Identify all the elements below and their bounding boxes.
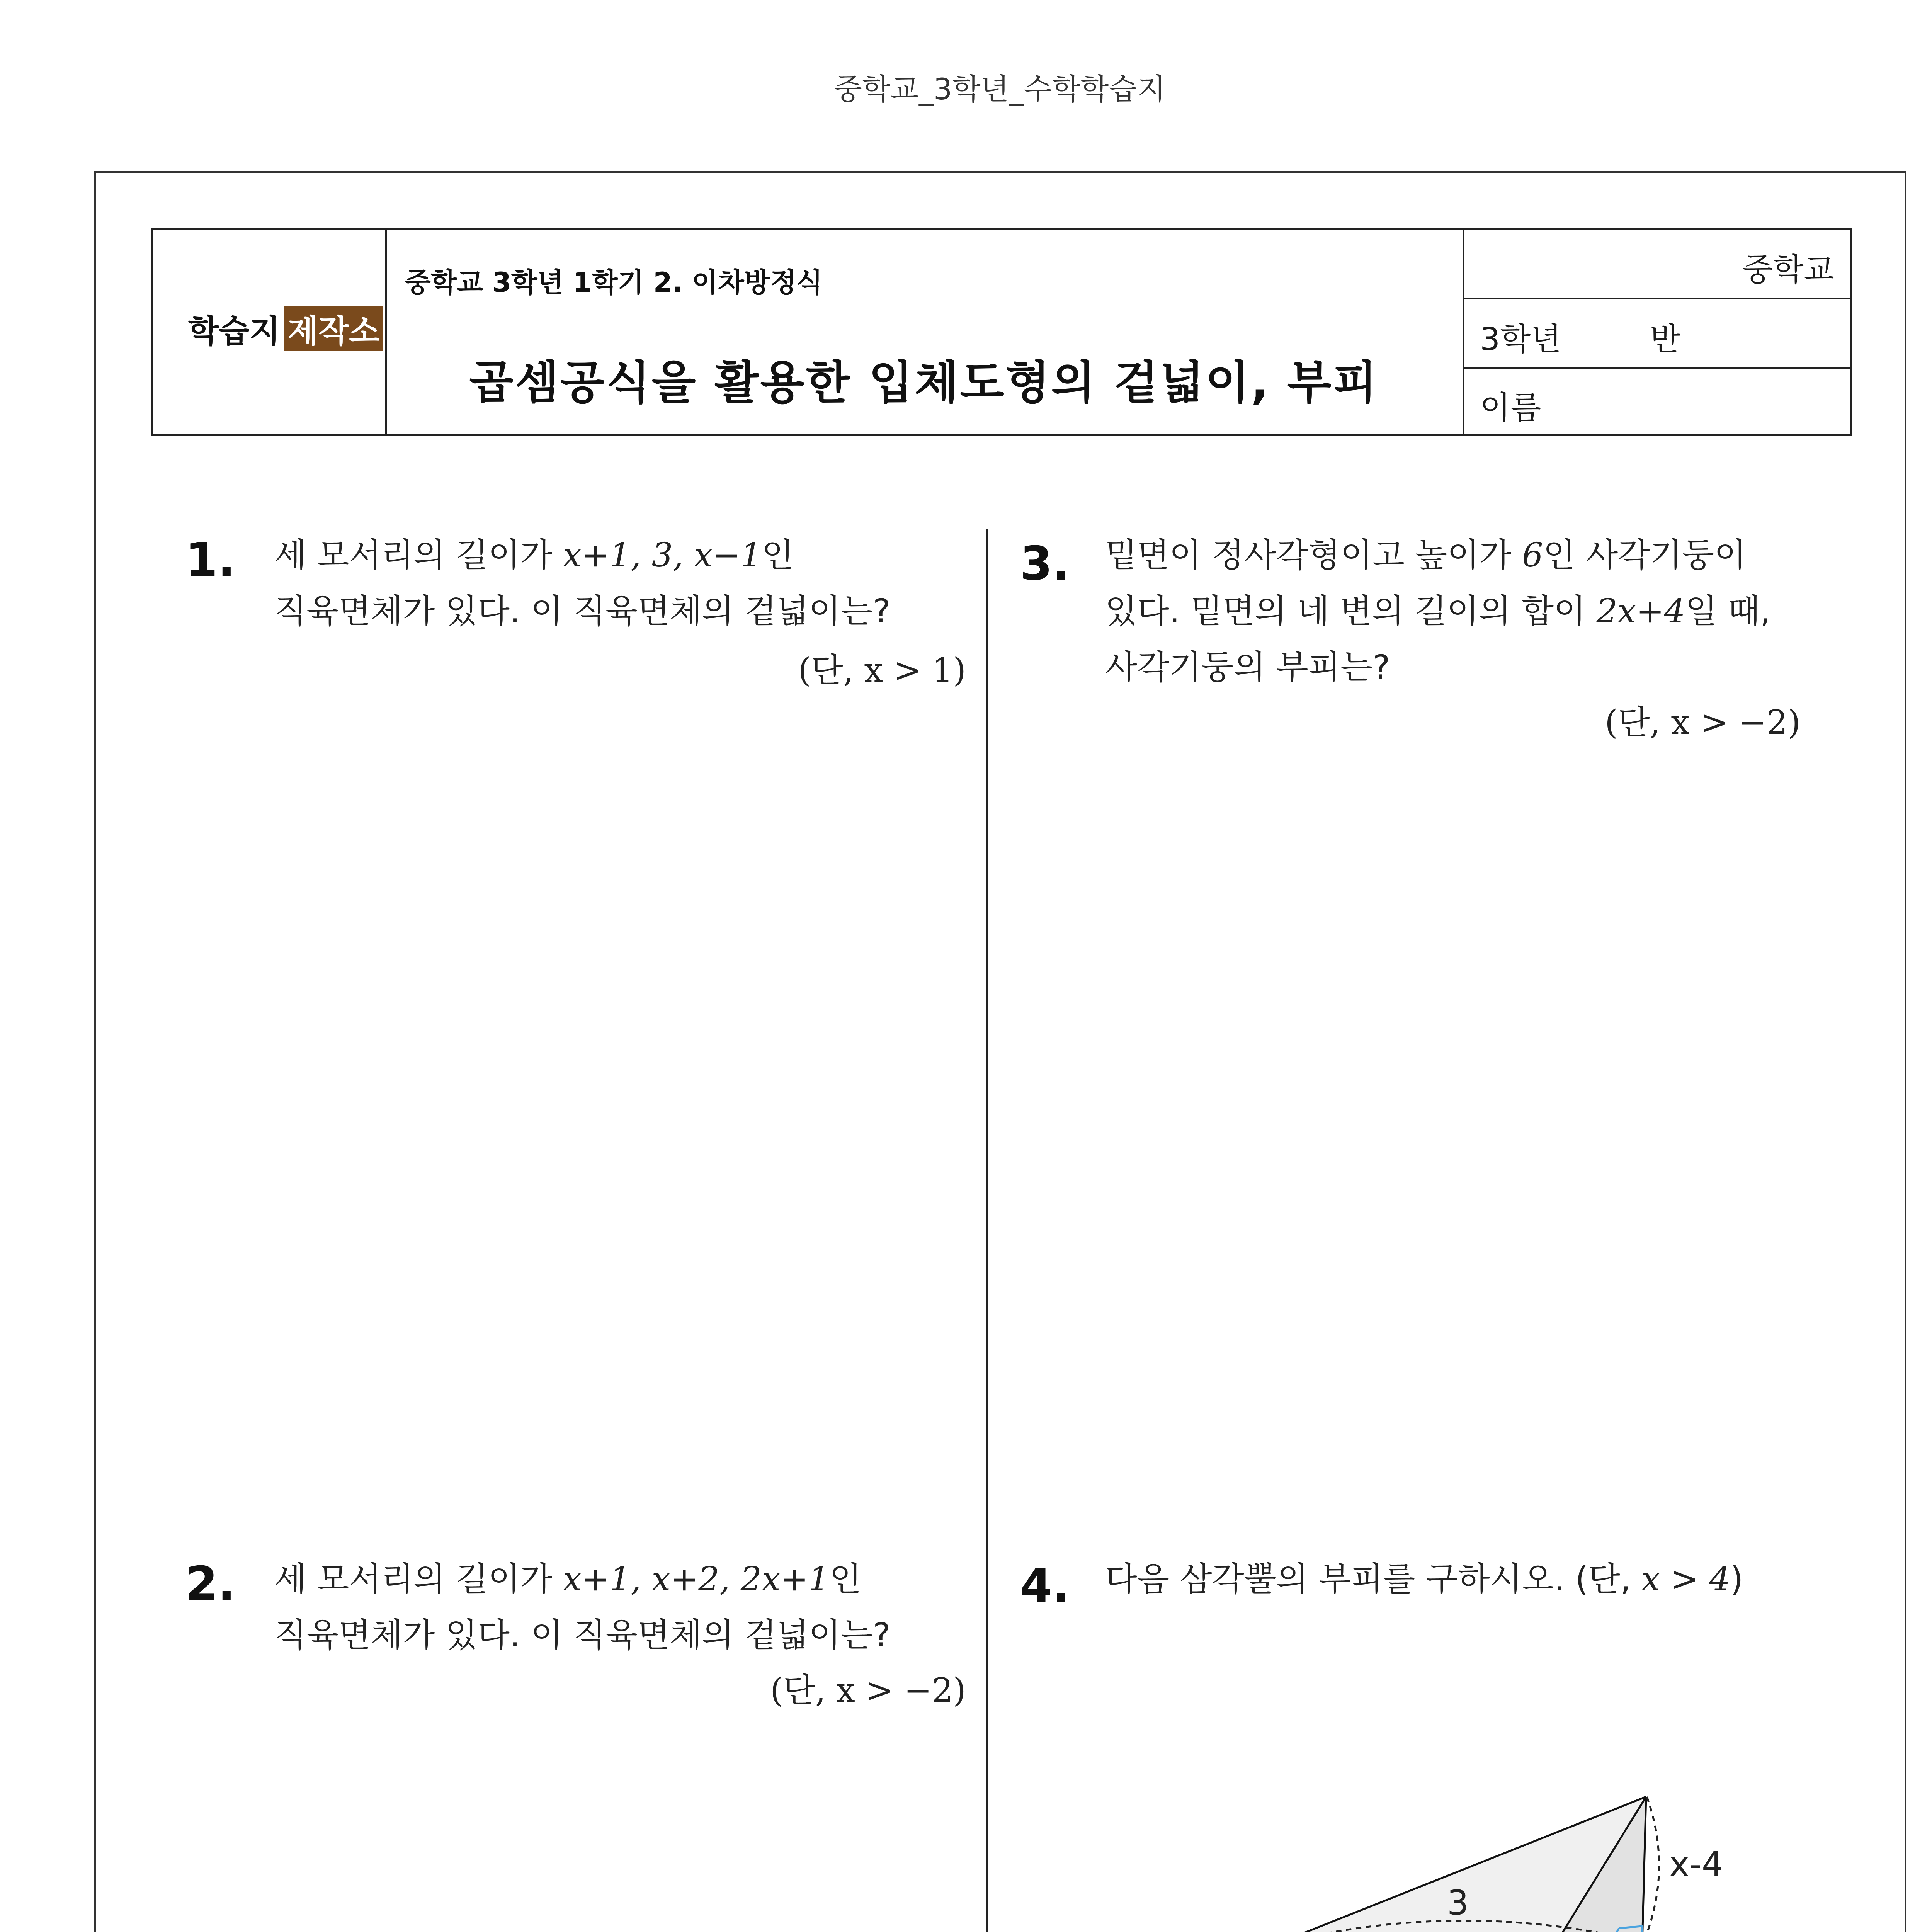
problem-2-condition: (단, x > −2) [770,1671,966,1710]
school-field: 중학교 [1742,252,1834,288]
problem-2-number: 2. [185,1557,236,1611]
logo-text-part1: 학습지 [184,306,284,351]
logo [184,307,383,350]
problem-3-line1: 밑면이 정사각형이고 높이가 [1105,536,1522,575]
problem-3-line1-end: 인 사각기둥이 [1543,536,1747,575]
problem-3-text [1105,527,1878,696]
problem-3-condition: (단, x > −2) [1605,703,1801,742]
problem-3-line2: 있다. 밑면의 네 변의 길이의 합이 [1105,592,1597,631]
problem-4-line1-end: ) [1730,1560,1743,1599]
problem-2-line1-end: 인 [829,1560,862,1599]
problem-3-number: 3. [1020,537,1070,591]
triangular-pyramid-figure [1236,1770,1777,1932]
problem-3-line2-end: 일 때, [1685,592,1771,631]
problem-1-text [274,527,978,639]
problem-3-math-height: 6 [1522,536,1543,575]
problem-2-text [274,1551,978,1663]
figure-label-top: 3 [1447,1883,1469,1923]
problem-4-math: x > 4 [1641,1560,1730,1599]
problem-1-condition: (단, x > 1) [798,651,966,690]
subject-line: 중학교 3학년 1학기 2. 이차방정식 [405,267,823,298]
problem-4-line1: 다음 삼각뿔의 부피를 구하시오. (단, [1105,1560,1641,1599]
worksheet-header [151,228,1852,436]
problem-2-line1: 세 모서리의 길이가 [274,1560,563,1599]
problem-1-math: x+1, 3, x−1 [563,536,762,575]
problem-4-text [1105,1551,1878,1607]
problem-1-line1: 세 모서리의 길이가 [274,536,563,575]
grade-field: 3학년 [1480,321,1561,358]
problem-1-line2: 직육면체가 있다. 이 직육면체의 겉넓이는? [274,592,891,631]
student-info-cell [1464,230,1850,434]
problem-1-number: 1. [185,533,236,587]
name-field: 이름 [1480,389,1541,426]
problem-2-line2: 직육면체가 있다. 이 직육면체의 겉넓이는? [274,1616,891,1655]
class-field: 반 [1650,321,1681,358]
problem-3-math-sum: 2x+4 [1596,592,1685,631]
figure-label-right: x-4 [1669,1844,1723,1884]
column-divider [986,529,988,1932]
header-title-cell [385,230,1463,434]
problem-1-line1-end: 인 [762,536,794,575]
running-head: 중학교_3학년_수학학습지 [833,72,1166,106]
problem-3-line3: 사각기둥의 부피는? [1105,648,1390,687]
worksheet-title: 곱셈공식을 활용한 입체도형의 겉넓이, 부피 [469,356,1379,409]
problem-4-number: 4. [1020,1559,1070,1613]
logo-text-part2: 제작소 [284,306,384,351]
problem-2-math: x+1, x+2, 2x+1 [563,1560,830,1599]
